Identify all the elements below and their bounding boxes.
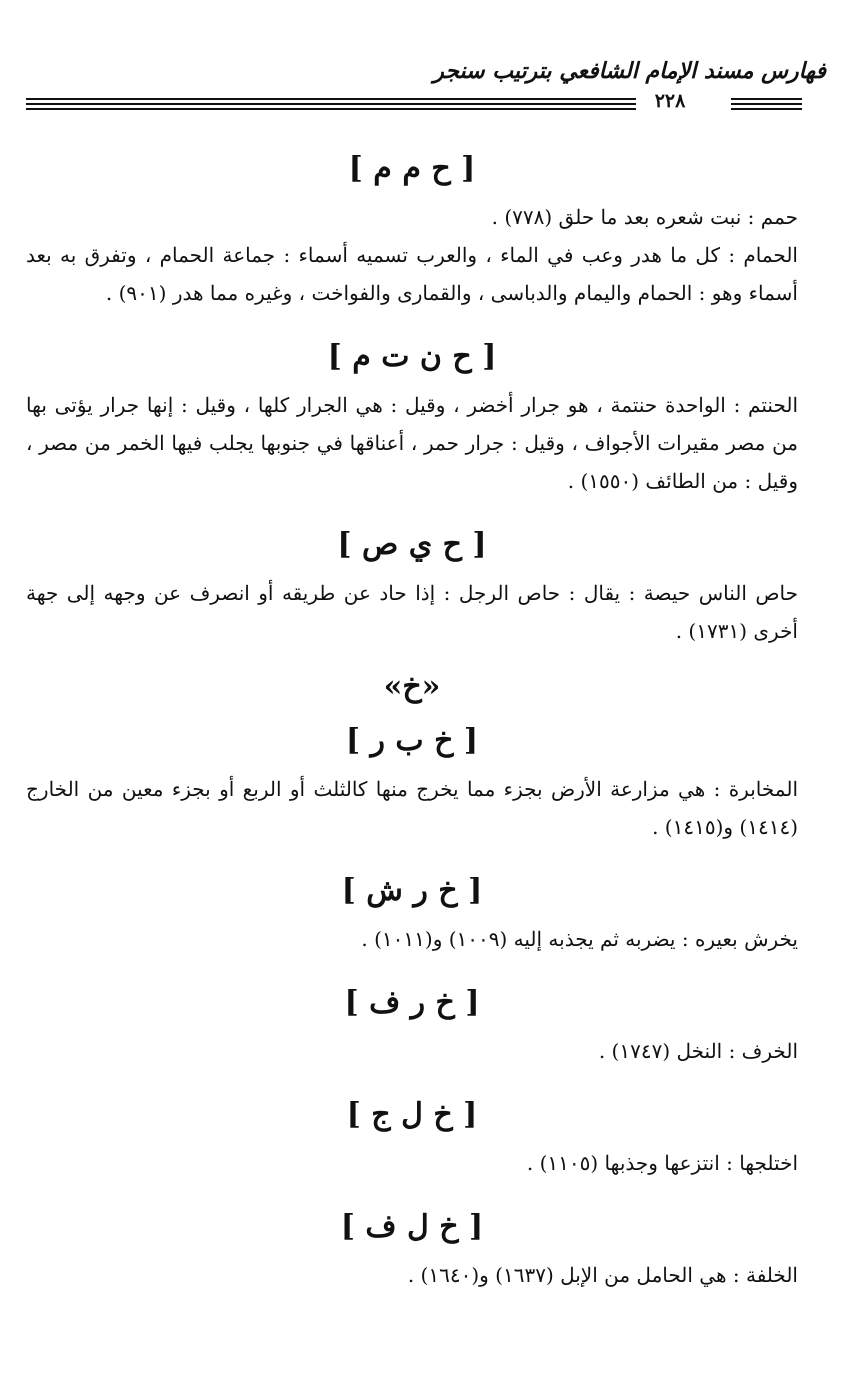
index-section [26,328,798,500]
root-heading: [ خ ر ش ] [341,873,483,908]
index-section [26,1086,798,1182]
root-heading: [ خ ل ج ] [346,1097,478,1132]
index-section [26,662,798,846]
running-title: فهارس مسند الإمام الشافعي بترتيب سنجر [433,58,826,84]
root-heading: [ ح ن ت م ] [327,339,497,374]
letter-heading: «خ» [383,669,441,704]
index-section [26,862,798,958]
entry: الحنتم : الواحدة حنتمة ، هو جرار أخضر ، وقيل : هي الجرار كلها ، وقيل : إنها جرار يؤتى بها من مصر مقيرات الأجواف ، وقيل : جرار حمر ، أعناقها في جنوبها يجلب فيها الخمر من مصر ، وقيل : من الطائف (١٥٥٠) . [26,393,798,493]
index-section [26,1198,798,1294]
entry: الخلفة : هي الحامل من الإبل (١٦٣٧) و(١٦٤٠) . [407,1263,798,1287]
entry: الخرف : النخل (١٧٤٧) . [598,1039,798,1063]
index-content [26,140,798,1294]
entry: حمم : نبت شعره بعد ما حلق (٧٧٨) . [491,205,798,229]
root-heading: [ خ ب ر ] [345,723,479,758]
entry: اختلجها : انتزعها وجذبها (١١٠٥) . [526,1151,798,1175]
index-section [26,974,798,1070]
page-number: ٢٢٨ [654,90,686,112]
index-section [26,516,798,650]
entry: حاص الناس حيصة : يقال : حاص الرجل : إذا حاد عن طريقه أو انصرف عن وجهه إلى جهة أخرى (١٧٣١) . [26,581,798,643]
root-heading: [ ح م م ] [348,151,476,186]
root-heading: [ خ ر ف ] [344,985,480,1020]
index-section [26,140,798,312]
entry: الحمام : كل ما هدر وعب في الماء ، والعرب تسميه أسماء : جماعة الحمام ، وتفرق به بعد أسماء وهو : الحمام واليمام والدباسى ، والقمارى والفواخت ، وغيره مما هدر (٩٠١) . [26,243,798,305]
root-heading: [ خ ل ف ] [340,1209,484,1244]
entry: يخرش بعيره : يضربه ثم يجذبه إليه (١٠٠٩) و(١٠١١) . [361,927,798,951]
root-heading: [ ح ي ص ] [337,527,487,562]
entry: المخابرة : هي مزارعة الأرض بجزء مما يخرج منها كالثلث أو الربع أو بجزء معين من الخارج (١٤١٤) و(١٤١٥) . [26,777,798,839]
